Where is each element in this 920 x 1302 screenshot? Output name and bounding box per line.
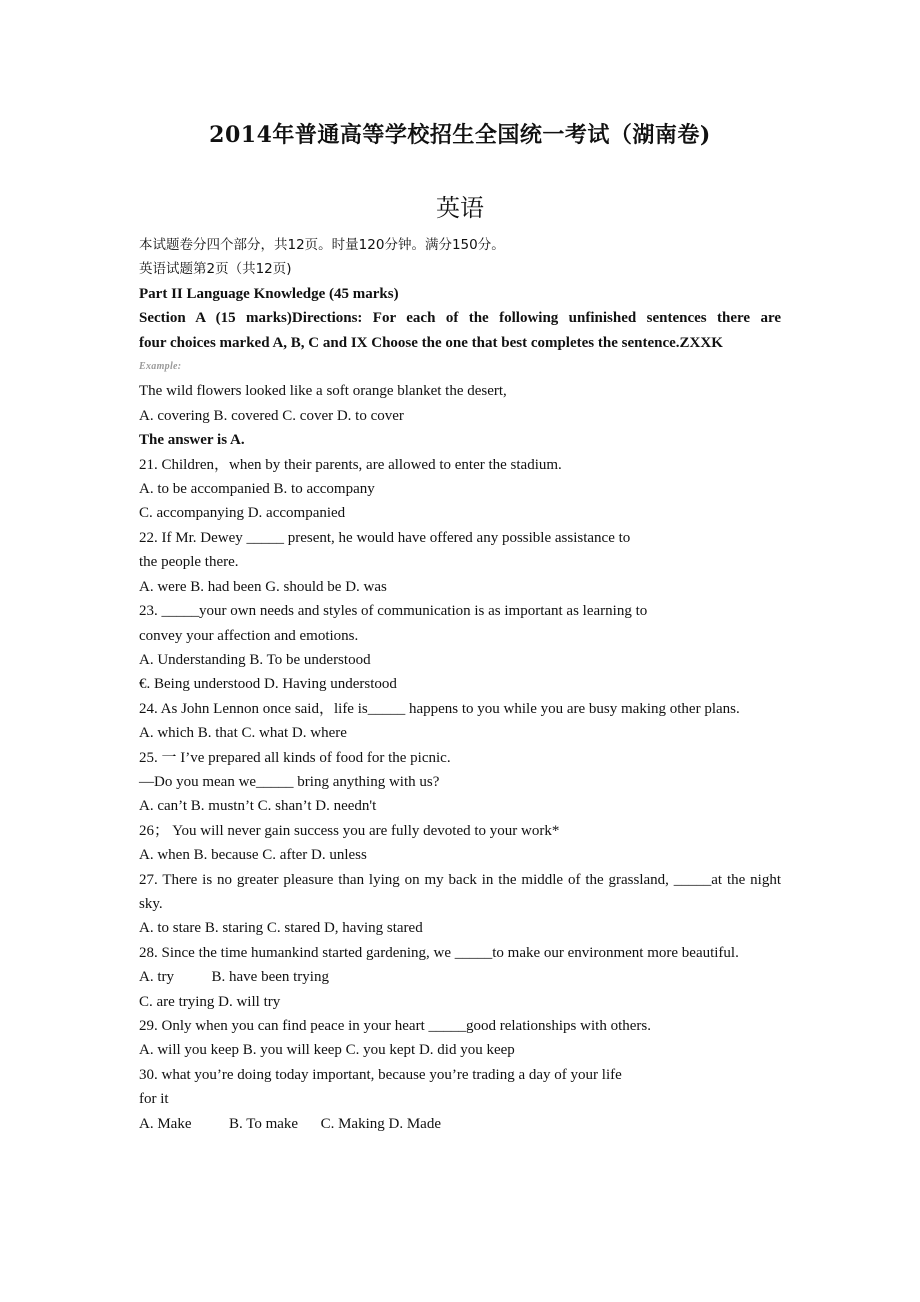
- question-line: A. to be accompanied B. to accompany: [139, 481, 375, 498]
- question-line: A. Make B. To make C. Making D. Made: [139, 1115, 441, 1132]
- exam-title: 2014年普通高等学校招生全国统一考试（湖南卷): [209, 122, 711, 148]
- intro-line: 英语试题第2页（共12页): [139, 261, 292, 278]
- question-line: for it: [139, 1091, 169, 1108]
- question-line: A. when B. because C. after D. unless: [139, 847, 367, 864]
- question-line: 21. Children，when by their parents, are allowed to enter the stadium.: [139, 456, 562, 473]
- example-label: Example:: [139, 361, 182, 373]
- question: [139, 746, 781, 819]
- question-line: C. are trying D. will try: [139, 993, 281, 1010]
- question: [139, 819, 781, 868]
- question: [139, 1014, 781, 1063]
- question-stem: 24. As John Lennon once said，life is_____ happens to you while you are busy making other plans.: [139, 700, 740, 717]
- question-line: C. accompanying D. accompanied: [139, 505, 346, 522]
- question-line: 23. _____your own needs and styles of communication is as important as learning to: [139, 603, 648, 620]
- question-line: A. try B. have been trying: [139, 969, 329, 986]
- question-line: A. Understanding B. To be understood: [139, 651, 371, 668]
- subject-heading: 英语: [436, 194, 484, 222]
- intro-line: 本试题卷分四个部分，共12页。时量120分钟。满分150分。: [139, 237, 505, 253]
- question-stem: 28. Since the time humankind started gardening, we _____to make our environment more beautiful.: [139, 944, 739, 961]
- question: [139, 1063, 781, 1136]
- question-stem: 27. There is no greater pleasure than lying on my back in the middle of the grassland, _____at the night sky.: [139, 871, 781, 912]
- question: [139, 453, 781, 526]
- part-heading: Part II Language Knowledge (45 marks): [139, 285, 399, 302]
- question-line: 26； You will never gain success you are fully devoted to your work*: [139, 822, 560, 839]
- question-line: convey your affection and emotions.: [139, 627, 359, 644]
- question-line: 25. 一 I’ve prepared all kinds of food for the picnic.: [139, 749, 451, 766]
- question-line: A. can’t B. mustn’t C. shan’t D. needn't: [139, 798, 377, 815]
- question-line: A. to stare B. staring C. stared D, having stared: [139, 920, 423, 937]
- question-line: the people there.: [139, 554, 239, 571]
- document-body: [139, 233, 781, 1136]
- question: [139, 697, 781, 746]
- question-line: A. which B. that C. what D. where: [139, 725, 347, 742]
- example-sentence: The wild flowers looked like a soft orange blanket the desert,: [139, 383, 507, 400]
- question-line: 22. If Mr. Dewey _____ present, he would have offered any possible assistance to: [139, 529, 631, 546]
- question: [139, 599, 781, 697]
- question: [139, 526, 781, 599]
- question: [139, 941, 781, 1014]
- question-line: A. will you keep B. you will keep C. you kept D. did you keep: [139, 1042, 515, 1059]
- question-line: €. Being understood D. Having understood: [139, 676, 397, 693]
- section-heading-line: four choices marked A, B, C and IX Choose the one that best completes the sentence.ZXXK: [139, 334, 723, 351]
- question-line: 29. Only when you can find peace in your heart _____good relationships with others.: [139, 1018, 651, 1034]
- question-line: A. were B. had been G. should be D. was: [139, 578, 387, 595]
- section-heading-line: Section A (15 marks)Directions: For each of the following unfinished sentences there are: [139, 310, 781, 327]
- question-line: —Do you mean we_____ bring anything with us?: [139, 773, 440, 790]
- question: [139, 868, 781, 941]
- example-options: A. covering B. covered C. cover D. to cover: [139, 407, 404, 424]
- question-line: 30. what you’re doing today important, because you’re trading a day of your life: [139, 1066, 622, 1083]
- example-answer: The answer is A.: [139, 432, 245, 449]
